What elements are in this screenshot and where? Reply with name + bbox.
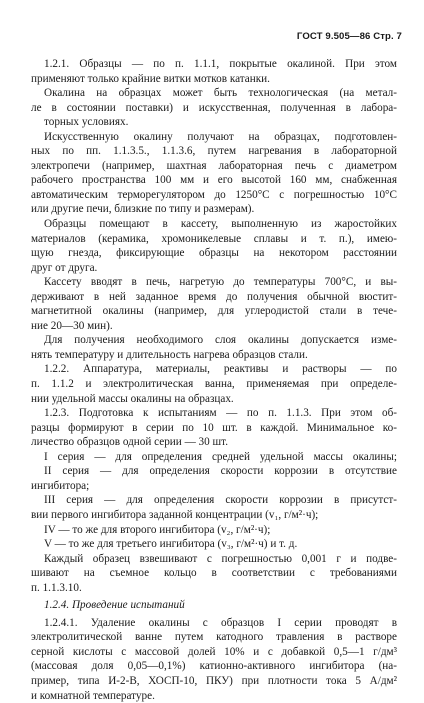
text-line: ние 20—30 мин).	[31, 319, 113, 332]
text-line: 1.2.4.1. Удаление окалины с образцов I серии проводят в	[44, 616, 397, 629]
text-line: магнетитной окалины (например, для углеродистой стали в тече-	[31, 305, 397, 318]
text-line: электропечи (например, шахтная лабораторная печь с диаметром	[31, 159, 397, 172]
text-line: рабочего пространства 100 мм и его высотой 160 мм, снабженная	[31, 174, 397, 187]
text-line: друг от друга.	[31, 261, 98, 274]
text-line: разцы формируют в серии по 10 шт. в каждой. Минимальное ко-	[31, 421, 397, 434]
text-line: I серия — для определения средней удельной массы окалины;	[44, 450, 397, 463]
text-line: серной кислоты с массовой долей 10% и с добавкой 0,5—1 г/дм³	[31, 645, 397, 658]
text-line: ингибитора;	[31, 479, 90, 492]
text-line: п. 1.1.3.10.	[31, 581, 82, 594]
text-line: ле в состоянии поставки) и искусственная, полученная в лабора-	[31, 101, 397, 114]
text-line: нять температуру и длительность нагрева образцов стали.	[31, 348, 308, 361]
text-line: п. 1.1.2 и электролитическая ванна, применяемая при определе-	[31, 378, 397, 391]
text-line: 1.2.4. Проведение испытаний	[44, 599, 185, 612]
text-line: 1.2.3. Подготовка к испытаниям — по п. 1.1.3. При этом об-	[44, 407, 397, 420]
text-line: 1.2.1. Образцы — по п. 1.1.1, покрытые окалиной. При этом	[44, 58, 397, 70]
text-line: или другие печи, близкие по типу и размерам).	[31, 203, 255, 216]
text-line: шивают на съемное кольцо в соответствии с требованиями	[31, 567, 397, 580]
text-line: применяют только крайние витки мотков катанки.	[31, 72, 270, 85]
text-line: материалов (керамика, хромоникелевые сплавы и т. п.), имею-	[31, 232, 397, 245]
text-line: V — то же для третьего ингибитора (v₃, г/м²·ч) и т. д.	[44, 538, 298, 551]
text-line: щую гнезда, фиксирующие образцы на некотором расстоянии	[31, 247, 397, 260]
text-line: Образцы помещают в кассету, выполненную из жаростойких	[44, 218, 397, 231]
page-header: ГОСТ 9.505—86 Стр. 7	[296, 31, 402, 42]
text-line: нии удельной массы окалины на образцах.	[31, 392, 234, 405]
text-line: пример, типа И-2-В, ХОСП-10, ПКУ) при плотности тока 5 А/дм²	[31, 674, 397, 687]
text-line: IV — то же для второго ингибитора (v₂, г/м²·ч);	[44, 523, 271, 536]
text-line: Для получения необходимого слоя окалины допускается изме-	[44, 334, 397, 347]
text-line: торных условиях.	[44, 116, 129, 129]
text-line: личество образцов одной серии — 30 шт.	[31, 436, 229, 449]
document-body	[31, 57, 397, 703]
text-line: автоматическим терморегулятором до 1250°С с погрешностью 10°С	[31, 188, 397, 201]
text-line: II серия — для определения скорости коррозии в отсутствие	[44, 465, 397, 478]
text-line: вии первого ингибитора заданной концентрации (v₁, г/м²·ч);	[31, 508, 319, 521]
text-line: и комнатной температуре.	[31, 689, 155, 702]
text-line: 1.2.2. Аппаратура, материалы, реактивы и растворы — по	[44, 363, 397, 376]
text-line: Искусственную окалину получают на образцах, подготовлен-	[44, 130, 397, 143]
text-line: III серия — для определения скорости коррозии в присутст-	[44, 494, 397, 507]
text-line: Кассету вводят в печь, нагретую до температуры 700°С, и вы-	[44, 276, 397, 289]
text-line: ных по пп. 1.1.3.5., 1.1.3.6, путем нагревания в лабораторной	[31, 145, 397, 158]
text-line: Каждый образец взвешивают с погрешностью 0,001 г и подве-	[44, 552, 397, 565]
text-line: электролитической ванне путем катодного травления в растворе	[31, 631, 397, 644]
text-line: Окалина на образцах может быть технологическая (на метал-	[44, 87, 397, 100]
text-line: держивают в ней заданное время до получения обычной вюстит-	[31, 290, 397, 303]
text-line: (массовая доля 0,05—0,1%) катионно-активного ингибитора (на-	[31, 660, 397, 673]
